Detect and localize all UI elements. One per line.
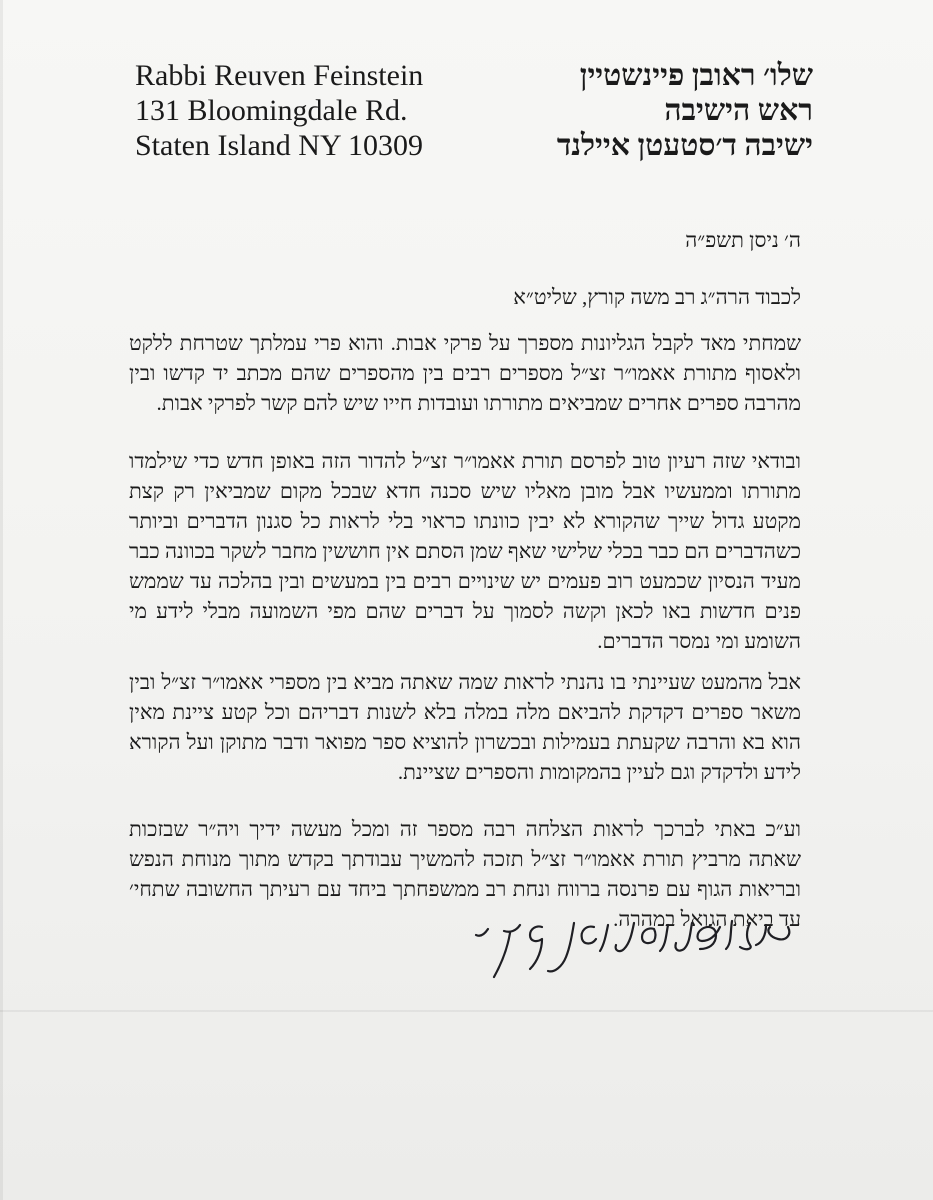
paper-fold-line xyxy=(0,1010,933,1012)
body-paragraph-1: שמחתי מאד לקבל הגליונות מספרך על פרקי אבות. והוא פרי עמלתך שטרחת ללקט ולאסוף מתורת אאמו״ר זצ״ל מספרים רבים בין מהספרים שהם מכתב יד קדשו ובין מהרבה ספרים אחרים שמביאים מתורתו ועובדות חייו שיש להם קשר לפרקי אבות. xyxy=(129,331,801,415)
letter-date: ה׳ ניסן תשפ״ה xyxy=(685,228,801,252)
handwritten-signature xyxy=(470,905,800,990)
hebrew-letterhead xyxy=(557,58,813,163)
letterhead-en-city: Staten Island NY 10309 xyxy=(135,129,424,162)
letterhead-en-street: 131 Bloomingdale Rd. xyxy=(135,94,408,127)
body-paragraph-3: אבל מהמעט שעיינתי בו נהנתי לראות שמה שאתה מביא בין מספרי אאמו״ר זצ״ל ובין משאר ספרים דקדקת להביאם מלה במלה בלא לשנות דבריהם וכל קטע ציינת מאין הוא בא והרבה שקעתת בעמילות ובכשרון להוציא ספר מפואר ודבר מתוקן ועל הקורא לידע ולדקדק וגם לעיין בהמקומות והספרים שציינת. xyxy=(129,670,801,784)
letterhead-he-name: שלו׳ ראובן פיינשטיין xyxy=(579,59,813,92)
letterhead-he-title: ראש הישיבה xyxy=(664,94,813,127)
page-edge-shadow xyxy=(0,0,3,1200)
letterhead-he-institution: ישיבה ד׳סטעטן איילנד xyxy=(556,129,813,162)
english-letterhead xyxy=(135,58,423,163)
body-paragraph-4: וע״כ באתי לברכך לראות הצלחה רבה מספר זה ומכל מעשה ידיך ויה״ר שבזכות שאתה מרביץ תורת אאמו״ר זצ״ל תזכה להמשיך עבודתך בקדש מתוך מנוחת הנפש ובריאות הגוף עם פרנסה ברווח ונחת רב ממשפחתך ביחד עם רעיתך החשובה שתחי׳ עד ביאת הגואל במהרה. xyxy=(129,817,801,931)
body-paragraph-2: ובודאי שזה רעיון טוב לפרסם תורת אאמו״ר זצ״ל להדור הזה באופן חדש כדי שילמדו מתורתו וממעשיו אבל מובן מאליו שיש סכנה חדא שבכל מקום שמביאין רק קצת מקטע גדול שייך שהקורא לא יבין כוונתו כראוי בלי לראות כל סגנון הדברים וביותר כשהדברים הם כבר בכלי שלישי שאף שמן הסתם אין חוששין מחבר לשקר בכוונה כבר מעיד הנסיון שכמעט רוב פעמים יש שינויים רבים בין במעשים ובין בהלכה עד שממש פנים חדשות באו לכאן וקשה לסמוך על דברים שהם מפי השמועה מבלי לידע מי השומע ומי נמסר הדברים. xyxy=(129,449,801,653)
letter-salutation: לכבוד הרה״ג רב משה קורץ, שליט״א xyxy=(513,285,801,309)
letterhead-en-name: Rabbi Reuven Feinstein xyxy=(135,59,424,92)
